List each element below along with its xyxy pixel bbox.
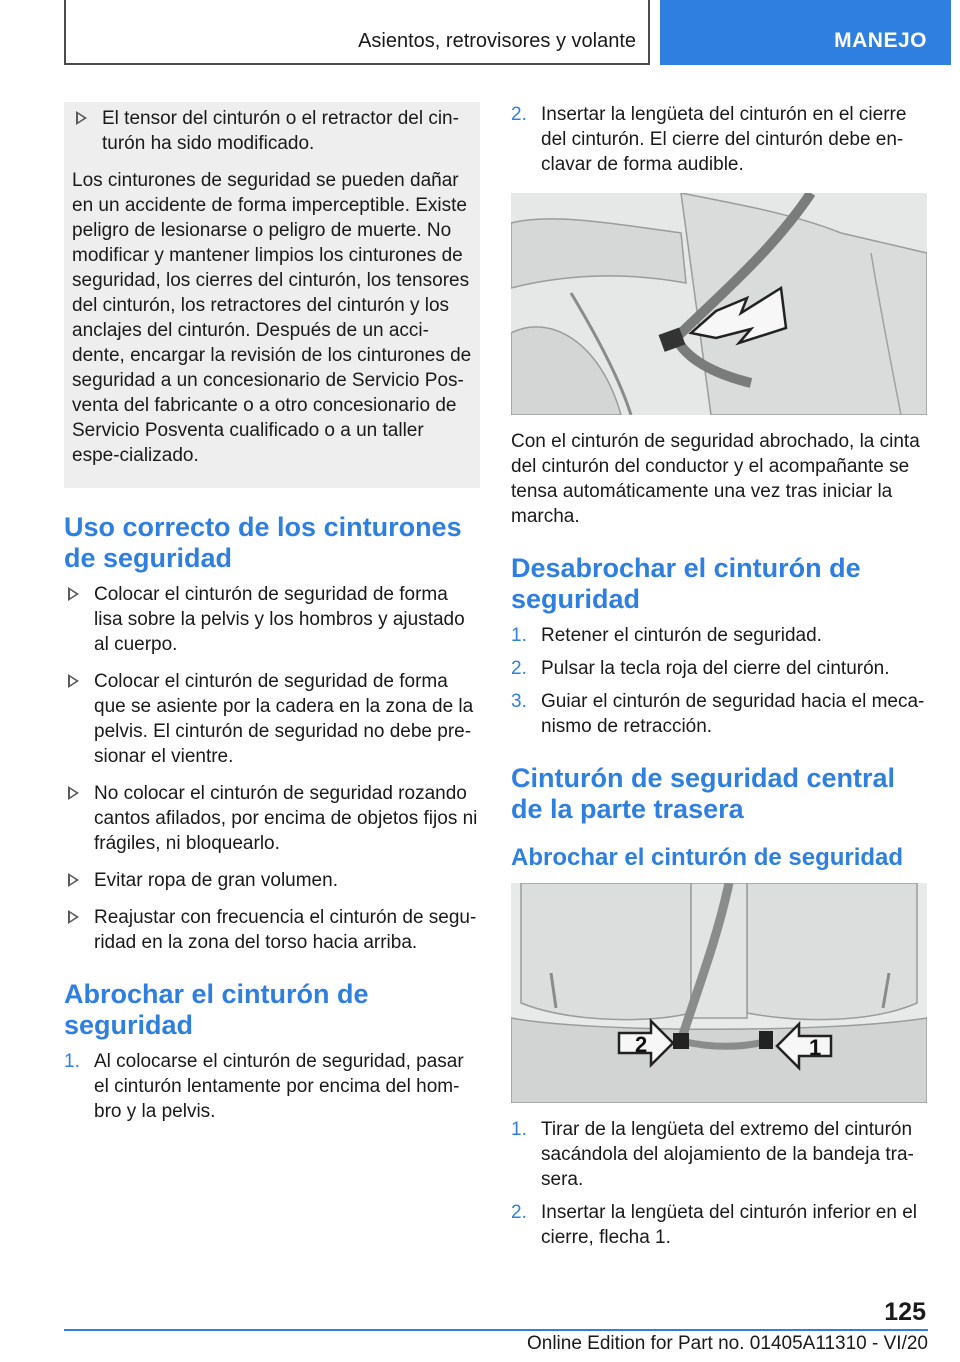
triangle-bullet-icon xyxy=(68,786,79,800)
footer-divider xyxy=(64,1329,928,1331)
triangle-bullet-icon xyxy=(68,674,79,688)
chapter-label: MANEJO xyxy=(834,29,927,52)
seat-illustration xyxy=(511,193,927,415)
step-number: 1. xyxy=(511,1119,527,1140)
list-item xyxy=(64,781,480,856)
rear-seat-illustration xyxy=(511,883,927,1103)
heading-correct-use: Uso correcto de los cinturones de seguridad xyxy=(64,512,462,573)
step-text: Guiar el cinturón de seguridad hacia el meca-nismo de retracción. xyxy=(541,691,925,737)
heading-fasten: Abrochar el cinturón de seguridad xyxy=(64,979,369,1040)
subheading-fasten-center: Abrochar el cinturón de seguridad xyxy=(511,844,904,871)
arrow-label-1: 1 xyxy=(809,1035,822,1060)
list-item xyxy=(64,868,480,893)
list-item xyxy=(64,669,480,769)
triangle-bullet-icon xyxy=(68,873,79,887)
list-item xyxy=(64,582,480,657)
triangle-bullet-icon xyxy=(76,111,87,125)
list-item xyxy=(64,905,480,955)
step-text: Pulsar la tecla roja del cierre del cinturón. xyxy=(541,658,890,679)
rear-center-belt-figure xyxy=(511,883,927,1103)
step-number: 2. xyxy=(511,658,527,679)
step-number: 3. xyxy=(511,691,527,712)
warning-bullet xyxy=(72,106,472,156)
arrow-label-2: 2 xyxy=(635,1032,648,1057)
step-text: Retener el cinturón de seguridad. xyxy=(541,625,822,646)
tension-text: Con el cinturón de seguridad abrochado, la cinta del cinturón del conductor y el acompañante se tensa automáticamente una vez tras iniciar la marcha. xyxy=(511,431,920,527)
triangle-bullet-icon xyxy=(68,587,79,601)
step-number: 2. xyxy=(511,1202,527,1223)
page-number: 125 xyxy=(884,1298,926,1326)
edition-footer: Online Edition for Part no. 01405A11310 - VI/20 xyxy=(526,1333,928,1354)
warning-bullet-text: El tensor del cinturón o el retractor del cin-turón ha sido modificado. xyxy=(102,108,459,154)
section-title: Asientos, retrovisores y volante xyxy=(358,30,636,52)
step-number: 2. xyxy=(511,104,527,125)
list-item-text: Colocar el cinturón de seguridad de forma que se asiente por la cadera en la zona de la pelvis. El cinturón de seguridad no debe pre-sionar el vientre. xyxy=(94,671,474,767)
step-text: Insertar la lengüeta del cinturón inferior en el cierre, flecha 1. xyxy=(541,1202,918,1248)
list-item-text: Evitar ropa de gran volumen. xyxy=(94,870,338,891)
step-item xyxy=(64,1049,480,1124)
step-item xyxy=(511,689,927,739)
step-item xyxy=(511,1117,927,1192)
heading-unfasten: Desabrochar el cinturón de seguridad xyxy=(511,553,861,614)
step-text: Insertar la lengüeta del cinturón en el cierre del cinturón. El cierre del cinturón debe en-clavar de forma audible. xyxy=(541,104,907,175)
triangle-bullet-icon xyxy=(68,910,79,924)
seatbelt-buckle-figure xyxy=(511,193,927,415)
step-item xyxy=(511,656,927,681)
list-item-text: Colocar el cinturón de seguridad de forma lisa sobre la pelvis y los hombros y ajustado al cuerpo. xyxy=(94,584,465,655)
step-text: Tirar de la lengüeta del extremo del cinturón sacándola del alojamiento de la bandeja tra-sera. xyxy=(541,1119,914,1190)
warning-text: Los cinturones de seguridad se pueden dañar en un accidente de forma imperceptible. Existe peligro de lesionarse o peligro de muerte. No modificar y mantener limpios los cinturones de seguridad, los cierres del cinturón, los tensores del cinturón, los retractores del cinturón y los anclajes del cinturón. Después de un acci-dente, encargar la revisión de los cinturones de seguridad a un concesionario de Servicio Pos-venta del fabricante o a otro concesionario de Servicio Posventa cualificado o a un taller espe-cializado. xyxy=(72,170,472,466)
step-text: Al colocarse el cinturón de seguridad, pasar el cinturón lentamente por encima del hom-bro y la pelvis. xyxy=(94,1051,464,1122)
step-item xyxy=(511,623,927,648)
list-item-text: Reajustar con frecuencia el cinturón de segu-ridad en la zona del torso hacia arriba. xyxy=(94,907,477,953)
step-number: 1. xyxy=(64,1051,80,1072)
header-frame xyxy=(64,0,650,65)
left-column xyxy=(64,102,480,1132)
heading-center-belt: Cinturón de seguridad central de la parte trasera xyxy=(511,763,896,824)
step-number: 1. xyxy=(511,625,527,646)
step-item xyxy=(511,102,927,177)
chapter-tab[interactable] xyxy=(660,0,951,65)
warning-box xyxy=(64,102,480,488)
step-item xyxy=(511,1200,927,1250)
right-column xyxy=(511,102,927,1258)
list-item-text: No colocar el cinturón de seguridad rozando cantos afilados, por encima de objetos fijos ni frágiles, ni bloquearlo. xyxy=(94,783,478,854)
